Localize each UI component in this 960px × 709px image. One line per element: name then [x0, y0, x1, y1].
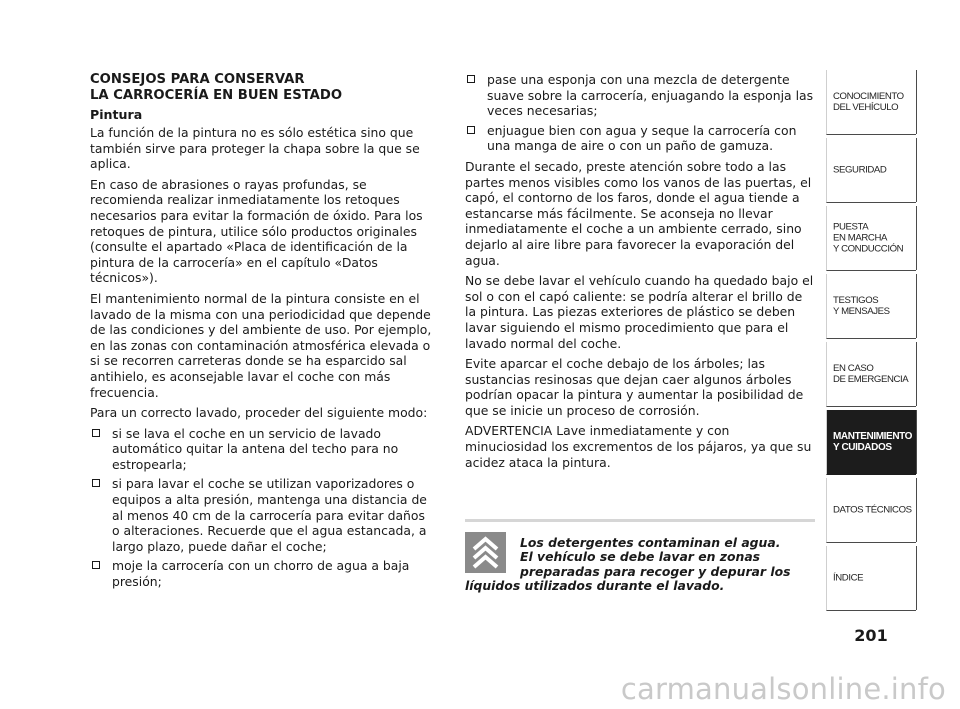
list-item: enjuague bien con agua y seque la carrocería con una manga de aire o con un paño de gamuza.	[465, 123, 815, 154]
environment-note	[465, 519, 815, 602]
subheading-pintura: Pintura	[90, 107, 143, 122]
tab-testigos-y-mensajes[interactable]	[826, 274, 916, 339]
list-item: si se lava el coche en un servicio de lavado automático quitar la antena del techo para no estropearla;	[90, 426, 436, 473]
checkbox-icon	[467, 126, 475, 134]
environment-note-text: Los detergentes contaminan el agua. El vehículo se debe lavar en zonas preparadas para recoger y depurar los líquidos utilizados durante el lavado.	[465, 535, 791, 594]
tab-puesta-en-marcha[interactable]	[826, 206, 916, 271]
paragraph: Para un correcto lavado, proceder del siguiente modo:	[90, 405, 428, 421]
washing-steps-list-continued	[465, 72, 815, 154]
checkbox-icon	[92, 561, 100, 569]
tab-label: DATOS TÉCNICOS	[833, 504, 912, 516]
section-heading: CONSEJOS PARA CONSERVAR LA CARROCERÍA EN BUEN ESTADO	[90, 72, 343, 103]
washing-steps-list	[90, 426, 436, 590]
list-item: moje la carrocería con un chorro de agua a baja presión;	[90, 558, 436, 589]
tab-label: MANTENIMIENTO Y CUIDADOS	[833, 431, 913, 453]
tab-label: PUESTA EN MARCHA Y CONDUCCIÓN	[833, 221, 904, 255]
tab-label: CONOCIMIENTO DEL VEHÍCULO	[833, 91, 904, 113]
paragraph: Durante el secado, preste atención sobre todo a las partes menos visibles como los vanos de las puertas, el capó, el contorno de los faros, donde el agua tiende a estancarse más fácilmente. Se aconseja no llevar inmediatamente el coche a un ambiente cerrado, sino dejarlo al aire libre para favorecer la evaporación del agua.	[465, 158, 812, 268]
paragraph: No se debe lavar el vehículo cuando ha quedado bajo el sol o con el capó caliente: se podría alterar el brillo de la pintura. Las piezas exteriores de plástico se deben lavar siguiendo el mismo procedimiento que para el lavado normal del coche.	[465, 273, 814, 351]
checkbox-icon	[467, 75, 475, 83]
tab-datos-tecnicos[interactable]	[826, 478, 916, 543]
tab-en-caso-de-emergencia[interactable]	[826, 342, 916, 407]
list-item: si para lavar el coche se utilizan vaporizadores o equipos a alta presión, mantenga una distancia de al menos 40 cm de la carrocería para evitar daños o alteraciones. Recuerde que el agua estancada, a largo plazo, puede dañar el coche;	[90, 476, 436, 554]
watermark: carmanualsonline.info	[620, 672, 946, 706]
tab-seguridad[interactable]	[826, 138, 916, 203]
tab-label: TESTIGOS Y MENSAJES	[833, 295, 890, 317]
paragraph: La función de la pintura no es sólo estética sino que también sirve para proteger la chapa sobre la que se aplica.	[90, 125, 420, 172]
tab-label: SEGURIDAD	[833, 164, 887, 176]
tab-mantenimiento-y-cuidados[interactable]	[826, 410, 916, 475]
list-item: pase una esponja con una mezcla de detergente suave sobre la carrocería, enjuagando la esponja las veces necesarias;	[465, 72, 815, 119]
page-number: 201	[854, 626, 888, 645]
tab-indice[interactable]	[826, 546, 916, 611]
checkbox-icon	[92, 479, 100, 487]
tab-label: EN CASO DE EMERGENCIA	[833, 363, 909, 385]
chapter-index-tabs	[826, 70, 916, 618]
paragraph: Evite aparcar el coche debajo de los árboles; las sustancias resinosas que dejan caer algunos árboles podrían opacar la pintura y aumentar la posibilidad de que se inicie un proceso de corrosión.	[465, 356, 804, 418]
tab-conocimiento-del-vehiculo[interactable]	[826, 70, 916, 135]
left-column	[90, 72, 436, 595]
paragraph: El mantenimiento normal de la pintura consiste en el lavado de la misma con una periodicidad que depende de las condiciones y del ambiente de uso. Por ejemplo, en las zonas con contaminación atmosférica elevada o si se recorren carreteras donde se ha esparcido sal antihielo, es aconsejable lavar el coche con más frecuencia.	[90, 290, 432, 400]
warning-paragraph: ADVERTENCIA Lave inmediatamente y con minuciosidad los excrementos de los pájaros, ya que su acidez ataca la pintura.	[465, 423, 812, 470]
tab-label: ÍNDICE	[833, 572, 864, 584]
right-column	[465, 72, 815, 475]
paragraph: En caso de abrasiones o rayas profundas, se recomienda realizar inmediatamente los retoques necesarios para evitar la formación de óxido. Para los retoques de pintura, utilice sólo productos originales (consulte el apartado «Placa de identificación de la pintura de la carrocería» en el capítulo «Datos técnicos»).	[90, 176, 423, 286]
checkbox-icon	[92, 429, 100, 437]
